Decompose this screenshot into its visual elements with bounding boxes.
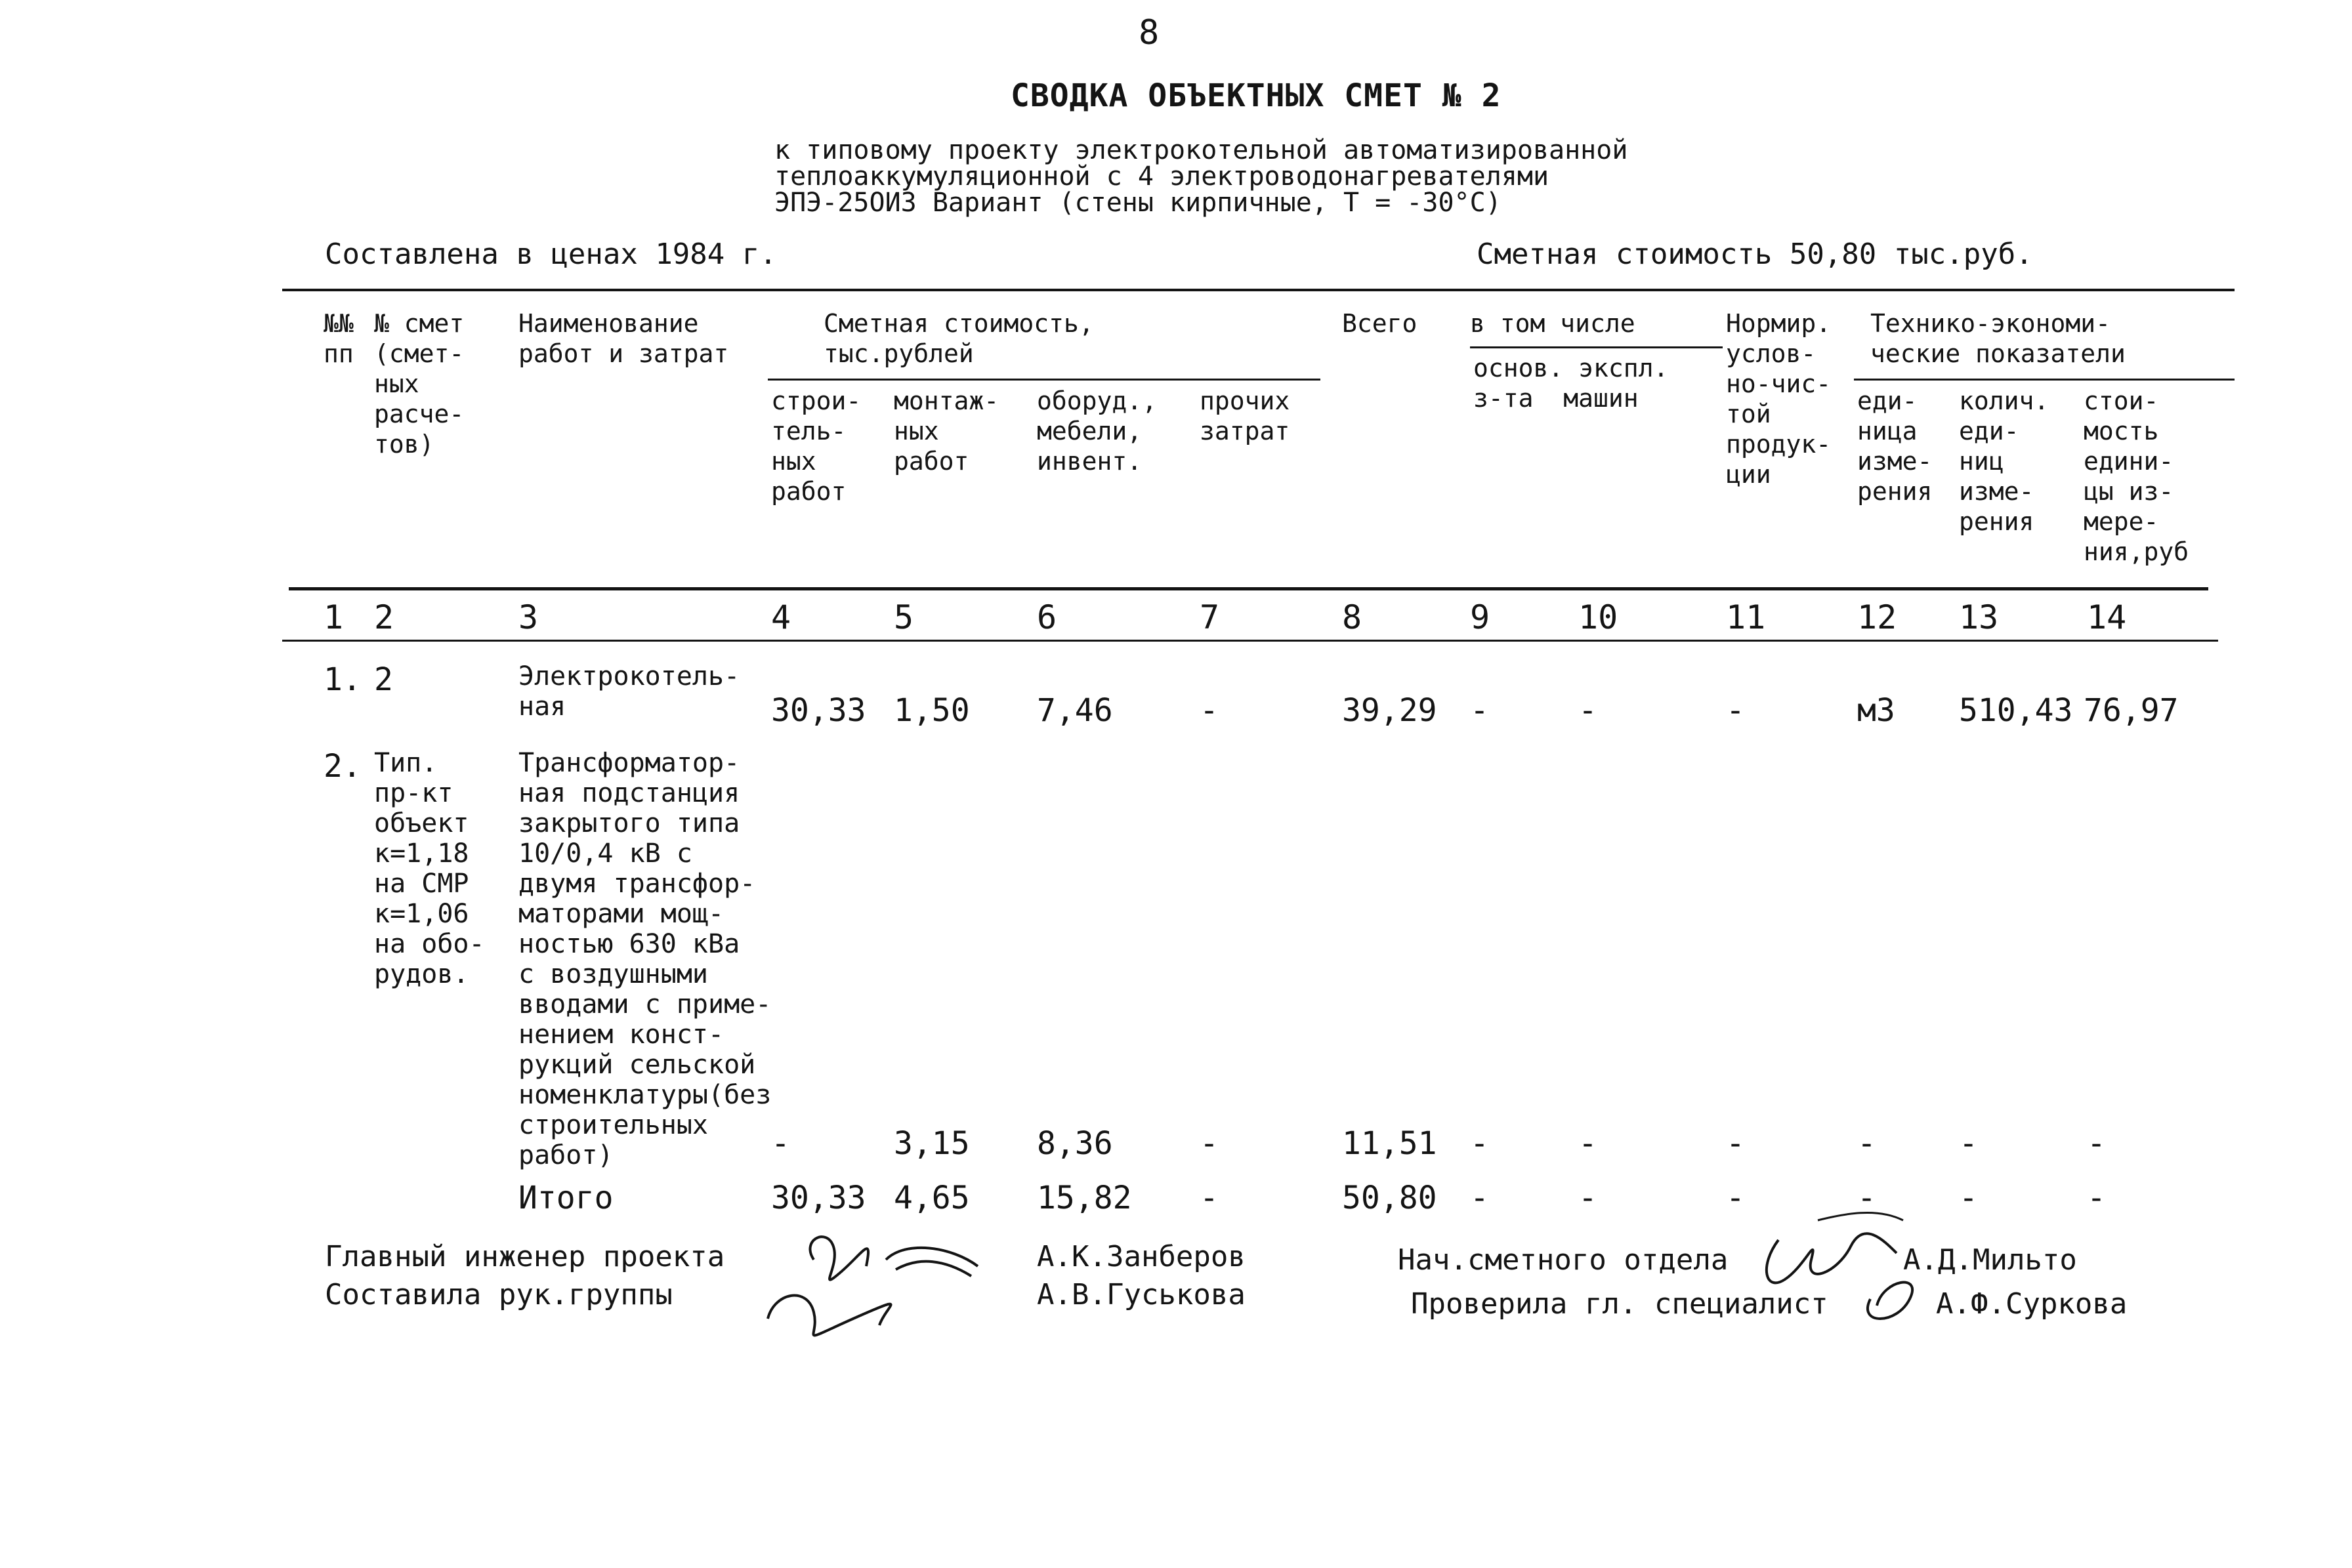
page-number: 8 [1139,13,1160,52]
estimate-cost: Сметная стоимость 50,80 тыс.руб. [1477,237,2033,271]
row2-installation: 3,15 [894,1125,970,1162]
row1-installation: 1,50 [894,692,970,729]
header-bottom-rule [289,587,2208,590]
row1-unit: м3 [1857,692,1895,729]
colnum-2: 2 [374,598,394,636]
cost-group-rule [768,379,1320,381]
row1-construction: 30,33 [771,692,866,729]
row2-machines: - [1578,1125,1597,1162]
header-col7: прочих затрат [1200,386,1290,445]
total-unit-cost: - [2087,1180,2106,1216]
header-cost-group: Сметная стоимость, тыс.рублей [824,309,1094,368]
subtitle-line-1: к типовому проекту электрокотельной автоматизированной [774,135,1628,165]
row1-equipment: 7,46 [1037,692,1113,729]
row1-no: 1. [324,661,362,698]
row1-total: 39,29 [1342,692,1437,729]
compiled-by-name: А.В.Гуськова [1037,1278,1246,1311]
total-equipment: 15,82 [1037,1180,1132,1216]
total-other: - [1200,1180,1219,1216]
colnum-4: 4 [771,598,791,636]
column-numbers-rule [282,640,2218,642]
row2-other: - [1200,1125,1219,1162]
total-unit: - [1857,1180,1876,1216]
total-machines: - [1578,1180,1597,1216]
colnum-3: 3 [518,598,539,636]
colnum-9: 9 [1470,598,1490,636]
row1-wages: - [1470,692,1489,729]
document-title: СВОДКА ОБЪЕКТНЫХ СМЕТ № 2 [1011,77,1502,114]
prices-note: Составлена в ценах 1984 г. [325,237,777,271]
row2-equipment: 8,36 [1037,1125,1113,1162]
header-col14: стои- мость едини- цы из- мере- ния,руб [2084,386,2189,566]
row2-unit: - [1857,1125,1876,1162]
row2-estimate: Тип. пр-кт объект к=1,18 на СМР к=1,06 на обо- рудов. [374,748,485,989]
header-col8: Всего [1342,309,1418,338]
colnum-8: 8 [1342,598,1362,636]
compiled-by-label: Составила рук.группы [325,1278,673,1311]
chief-signature-icon [755,1220,1004,1345]
subtitle-line-2: теплоаккумуляционной с 4 электроводонагревателями [774,161,1549,192]
row2-wages: - [1470,1125,1489,1162]
row1-normative: - [1726,692,1745,729]
header-col1: №№ пп [324,309,354,368]
subtitle-line-3: ЭПЭ-25ОИЗ Вариант (стены кирпичные, Т = -30°С) [774,188,1502,218]
incl-group-rule [1470,346,1723,348]
colnum-7: 7 [1200,598,1220,636]
colnum-5: 5 [894,598,914,636]
chief-engineer-name: А.К.Занберов [1037,1240,1246,1273]
row2-total: 11,51 [1342,1125,1437,1162]
total-wages: - [1470,1180,1489,1216]
header-col3: Наименование работ и затрат [518,309,729,368]
total-total: 50,80 [1342,1180,1437,1216]
checked-by-name: А.Ф.Суркова [1936,1287,2128,1321]
total-normative: - [1726,1180,1745,1216]
header-col6: оборуд., мебели, инвент. [1037,386,1158,476]
colnum-13: 13 [1959,598,1999,636]
total-qty: - [1959,1180,1978,1216]
row2-no: 2. [324,748,362,785]
row2-qty: - [1959,1125,1978,1162]
header-col11: Нормир. услов- но-чис- той продук- ции [1726,309,1832,489]
colnum-12: 12 [1857,598,1897,636]
colnum-6: 6 [1037,598,1057,636]
row2-construction: - [771,1125,790,1162]
row1-estimate: 2 [374,661,393,698]
header-col5: монтаж- ных работ [894,386,999,476]
row2-normative: - [1726,1125,1745,1162]
colnum-10: 10 [1578,598,1618,636]
tech-group-rule [1854,379,2235,381]
checked-by-label: Проверила гл. специалист [1411,1287,1828,1321]
header-col9-10: основ. экспл. з-та машин [1473,354,1669,413]
total-label: Итого [518,1180,614,1216]
header-col2: № смет (смет- ных расче- тов) [374,309,465,459]
row1-name: Электрокотель- ная [518,661,740,722]
row2-unit-cost: - [2087,1125,2106,1162]
header-col13: колич. еди- ниц изме- рения [1959,386,2049,536]
chief-engineer-label: Главный инженер проекта [325,1240,725,1273]
row2-name: Трансформатор- ная подстанция закрытого типа 10/0,4 кВ с двумя трансфор- маторами мощ- ностью 630 кВа с воздушными вводами с приме- нением конст- рукций сельской номенклатуры(без строительных работ) [518,748,772,1170]
dept-head-label: Нач.сметного отдела [1398,1243,1729,1277]
table-top-rule [282,289,2235,291]
row1-unit-cost: 76,97 [2084,692,2179,729]
dept-signature-icon [1739,1201,1936,1325]
colnum-1: 1 [324,598,344,636]
header-tech-group: Технико-экономи- ческие показатели [1870,309,2126,368]
total-construction: 30,33 [771,1180,866,1216]
colnum-11: 11 [1726,598,1766,636]
row1-other: - [1200,692,1219,729]
header-col4: строи- тель- ных работ [771,386,862,506]
colnum-14: 14 [2087,598,2127,636]
row1-machines: - [1578,692,1597,729]
header-col12: еди- ница изме- рения [1857,386,1933,506]
row1-qty: 510,43 [1959,692,2073,729]
header-incl-group: в том числе [1470,309,1635,338]
total-installation: 4,65 [894,1180,970,1216]
dept-head-name: А.Д.Мильто [1903,1243,2077,1277]
